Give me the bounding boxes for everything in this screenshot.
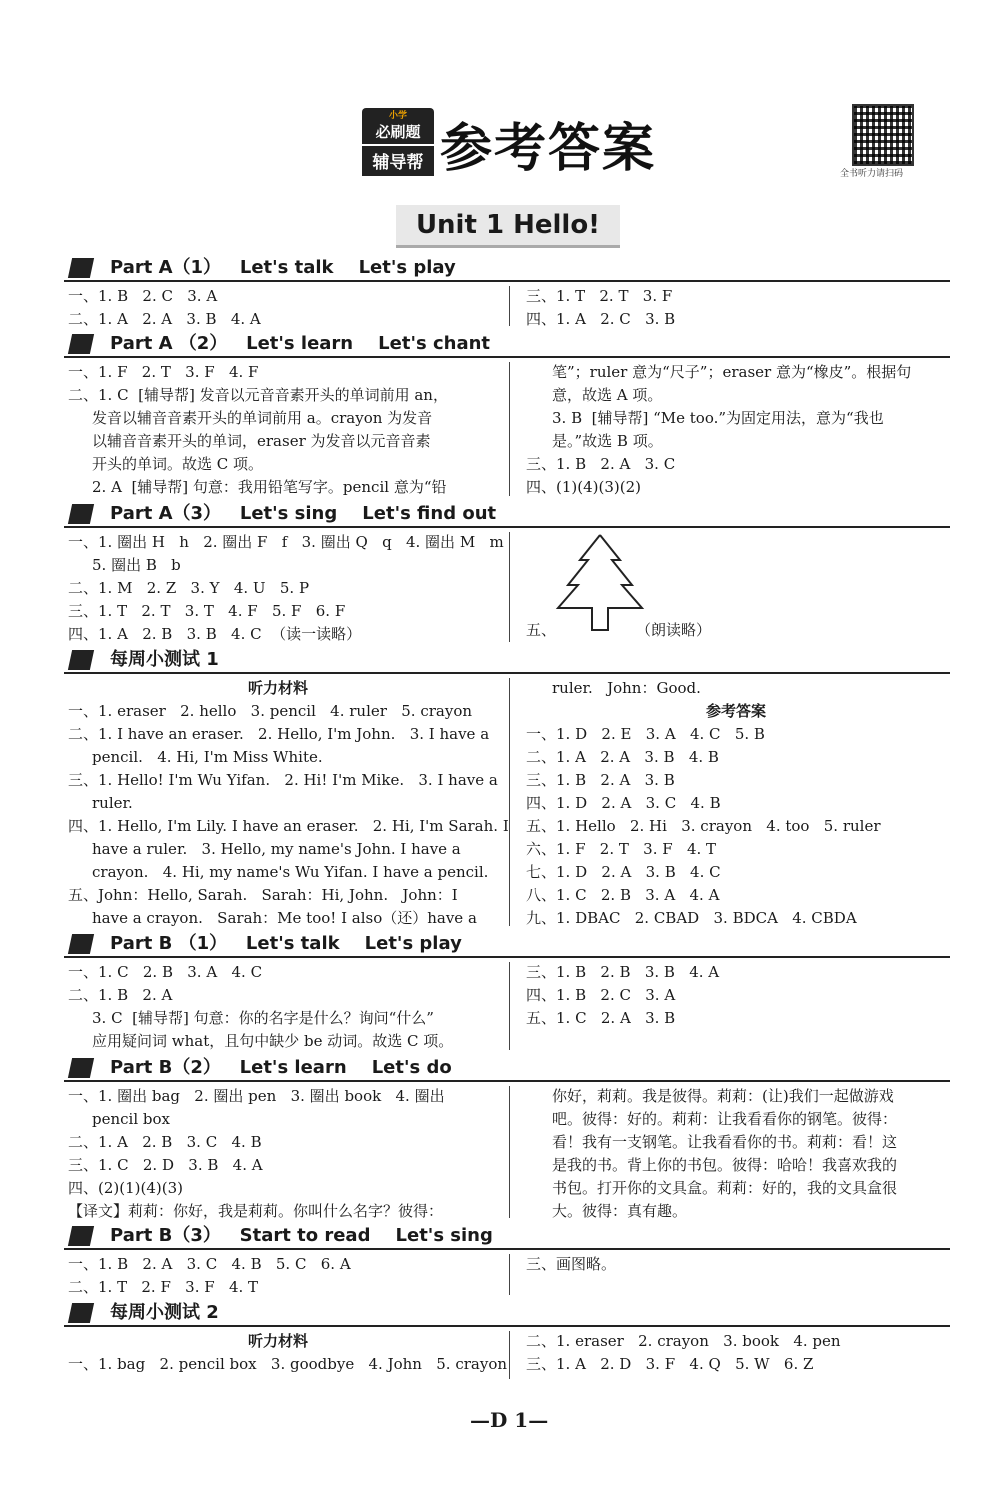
section-marker-icon (68, 1226, 94, 1246)
right-answer-line: 四、1. A 2. C 3. B (526, 310, 676, 328)
left-answer-line: 四、1. Hello, I'm Lily. I have an eraser. 2. Hi, I'm Sarah. I (68, 817, 509, 835)
right-answer-line: 参考答案 (705, 702, 766, 720)
right-answer-line: 四、(1)(4)(3)(2) (526, 478, 641, 496)
section-header (64, 256, 950, 282)
right-answer-line: ruler. John：Good. (552, 679, 701, 697)
left-answer-line: 二、1. M 2. Z 3. Y 4. U 5. P (68, 579, 310, 597)
right-answer-line: 七、1. D 2. A 3. B 4. C (526, 863, 721, 881)
section-title: 每周小测试 1 (110, 649, 219, 670)
section-title: Part A （2） Let's learn Let's chant (110, 333, 491, 354)
left-answer-line: 2. A [辅导帮] 句意：我用铅笔写字。pencil 意为“铅 (92, 478, 447, 496)
page-number: —D 1— (470, 1408, 549, 1432)
qr-label: 全书听力请扫码 (840, 169, 904, 179)
left-answer-line: 以辅音音素开头的单词，eraser 为发音以元音音素 (92, 432, 431, 450)
left-answer-line: ruler. (92, 794, 133, 812)
section-marker-icon (68, 258, 94, 278)
section-title: Part B（2） Let's learn Let's do (110, 1057, 452, 1078)
section-title: Part A（1） Let's talk Let's play (110, 257, 456, 278)
right-answer-line: 八、1. C 2. B 3. A 4. A (526, 886, 720, 904)
left-answer-line: 一、1. C 2. B 3. A 4. C (68, 963, 263, 981)
right-answer-line: 三、1. B 2. A 3. B (526, 771, 675, 789)
left-answer-line: 一、1. 圈出 bag 2. 圈出 pen 3. 圈出 book 4. 圈出 (68, 1087, 445, 1105)
section-marker-icon (68, 334, 94, 354)
right-answer-line: 六、1. F 2. T 3. F 4. T (526, 840, 717, 858)
section-marker-icon (68, 934, 94, 954)
right-answer-line: 五、1. Hello 2. Hi 3. crayon 4. too 5. ruler (526, 817, 881, 835)
right-answer-line: 三、1. A 2. D 3. F 4. Q 5. W 6. Z (526, 1355, 814, 1373)
tree-drawing-icon (550, 530, 650, 640)
right-answer-line: 五、 (526, 621, 557, 639)
left-answer-line: 二、1. A 2. B 3. C 4. B (68, 1133, 262, 1151)
left-answer-line: crayon. 4. Hi, my name's Wu Yifan. I have a pencil. (92, 863, 489, 881)
right-answer-line: 四、1. B 2. C 3. A (526, 986, 676, 1004)
left-answer-line: 五、John：Hello, Sarah. Sarah：Hi, John. John：I (68, 886, 458, 904)
section-title: Part B （1） Let's talk Let's play (110, 933, 462, 954)
column-divider (509, 1086, 510, 1218)
left-answer-line: 应用疑问词 what，且句中缺少 be 动词。故选 C 项。 (92, 1032, 454, 1050)
left-answer-line: 四、1. A 2. B 3. B 4. C （读一读略） (68, 625, 362, 643)
left-answer-line: pencil. 4. Hi, I'm Miss White. (92, 748, 323, 766)
left-answer-line: have a ruler. 3. Hello, my name's John. I have a (92, 840, 461, 858)
qr-code-icon[interactable] (852, 104, 914, 166)
logo-sub: 辅导帮 (362, 146, 434, 176)
right-answer-line: 九、1. DBAC 2. CBAD 3. BDCA 4. CBDA (526, 909, 857, 927)
section-marker-icon (68, 1303, 94, 1323)
column-divider (509, 362, 510, 496)
right-answer-line: 书包。打开你的文具盒。莉莉：好的，我的文具盒很 (552, 1179, 898, 1197)
right-answer-line: 一、1. D 2. E 3. A 4. C 5. B (526, 725, 765, 743)
right-answer-line: 看！我有一支钢笔。让我看看你的书。莉莉：看！这 (552, 1133, 898, 1151)
left-answer-line: 一、1. F 2. T 3. F 4. F (68, 363, 259, 381)
right-answer-line: 吧。彼得：好的。莉莉：让我看看你的钢笔。彼得： (552, 1110, 898, 1128)
right-answer-line: 你好，莉莉。我是彼得。莉莉：(让)我们一起做游戏 (552, 1087, 894, 1105)
section-title: Part B（3） Start to read Let's sing (110, 1225, 493, 1246)
left-answer-line: 四、(2)(1)(4)(3) (68, 1179, 183, 1197)
left-answer-line: 二、1. B 2. A (68, 986, 173, 1004)
left-answer-line: 一、1. B 2. A 3. C 4. B 5. C 6. A (68, 1255, 351, 1273)
section-marker-icon (68, 1058, 94, 1078)
section-header (64, 1224, 950, 1250)
left-answer-line: 一、1. 圈出 H h 2. 圈出 F f 3. 圈出 Q q 4. 圈出 M m (68, 533, 504, 551)
column-divider (509, 1331, 510, 1379)
right-answer-line: 意，故选 A 项。 (552, 386, 663, 404)
section-title: 每周小测试 2 (110, 1302, 219, 1323)
column-divider (509, 286, 510, 326)
left-answer-line: pencil box (92, 1110, 170, 1128)
column-divider (509, 532, 510, 642)
right-answer-line: 笔”；ruler 意为“尺子”；eraser 意为“橡皮”。根据句 (552, 363, 912, 381)
section-header (64, 502, 950, 528)
right-answer-line: 三、1. B 2. A 3. C (526, 455, 676, 473)
section-header (64, 332, 950, 358)
right-answer-line: 四、1. D 2. A 3. C 4. B (526, 794, 721, 812)
section-marker-icon (68, 504, 94, 524)
left-answer-line: 三、1. Hello! I'm Wu Yifan. 2. Hi! I'm Mike. 3. I have a (68, 771, 498, 789)
left-answer-line: 听力材料 (247, 1332, 308, 1350)
left-answer-line: 开头的单词。故选 C 项。 (92, 455, 264, 473)
right-answer-line: 二、1. A 2. A 3. B 4. B (526, 748, 719, 766)
right-answer-line: 三、画图略。 (526, 1255, 617, 1273)
column-divider (509, 962, 510, 1050)
left-answer-line: 3. C [辅导帮] 句意：你的名字是什么？询问“什么” (92, 1009, 434, 1027)
logo-main: 小学 必刷题 (362, 108, 434, 144)
section-marker-icon (68, 650, 94, 670)
column-divider (509, 678, 510, 926)
right-answer-line: 二、1. eraser 2. crayon 3. book 4. pen (526, 1332, 841, 1350)
left-answer-line: 二、1. C [辅导帮] 发音以元音音素开头的单词前用 an， (68, 386, 448, 404)
section-header (64, 1056, 950, 1082)
right-answer-line: 是。”故选 B 项。 (552, 432, 663, 450)
left-answer-line: 二、1. T 2. F 3. F 4. T (68, 1278, 259, 1296)
left-answer-line: 【译文】莉莉：你好，我是莉莉。你叫什么名字？彼得： (68, 1202, 444, 1220)
section-header (64, 932, 950, 958)
left-answer-line: 三、1. C 2. D 3. B 4. A (68, 1156, 263, 1174)
right-answer-line: 三、1. B 2. B 3. B 4. A (526, 963, 720, 981)
brand-logo (362, 108, 434, 172)
section-title: Part A（3） Let's sing Let's find out (110, 503, 497, 524)
left-answer-line: 5. 圈出 B b (92, 556, 181, 574)
right-answer-line: （朗读略） (636, 621, 712, 639)
unit-title: Unit 1 Hello! (396, 205, 620, 248)
left-answer-line: 二、1. I have an eraser. 2. Hello, I'm John. 3. I have a (68, 725, 490, 743)
left-answer-line: 三、1. T 2. T 3. T 4. F 5. F 6. F (68, 602, 346, 620)
left-answer-line: 一、1. bag 2. pencil box 3. goodbye 4. John 5. crayon (68, 1355, 508, 1373)
right-answer-line: 三、1. T 2. T 3. F (526, 287, 673, 305)
column-divider (509, 1254, 510, 1295)
left-answer-line: have a crayon. Sarah：Me too! I also（还）have a (92, 909, 477, 927)
left-answer-line: 发音以辅音音素开头的单词前用 a。crayon 为发音 (92, 409, 433, 427)
left-answer-line: 一、1. B 2. C 3. A (68, 287, 218, 305)
section-header (64, 648, 950, 674)
left-answer-line: 一、1. eraser 2. hello 3. pencil 4. ruler 5. crayon (68, 702, 473, 720)
right-answer-line: 3. B [辅导帮] “Me too.”为固定用法，意为“我也 (552, 409, 884, 427)
page-title: 参考答案 (440, 119, 657, 179)
left-answer-line: 二、1. A 2. A 3. B 4. A (68, 310, 261, 328)
left-answer-line: 听力材料 (247, 679, 308, 697)
right-answer-line: 是我的书。背上你的书包。彼得：哈哈！我喜欢我的 (552, 1156, 898, 1174)
section-header (64, 1301, 950, 1327)
right-answer-line: 大。彼得：真有趣。 (552, 1202, 688, 1220)
right-answer-line: 五、1. C 2. A 3. B (526, 1009, 676, 1027)
